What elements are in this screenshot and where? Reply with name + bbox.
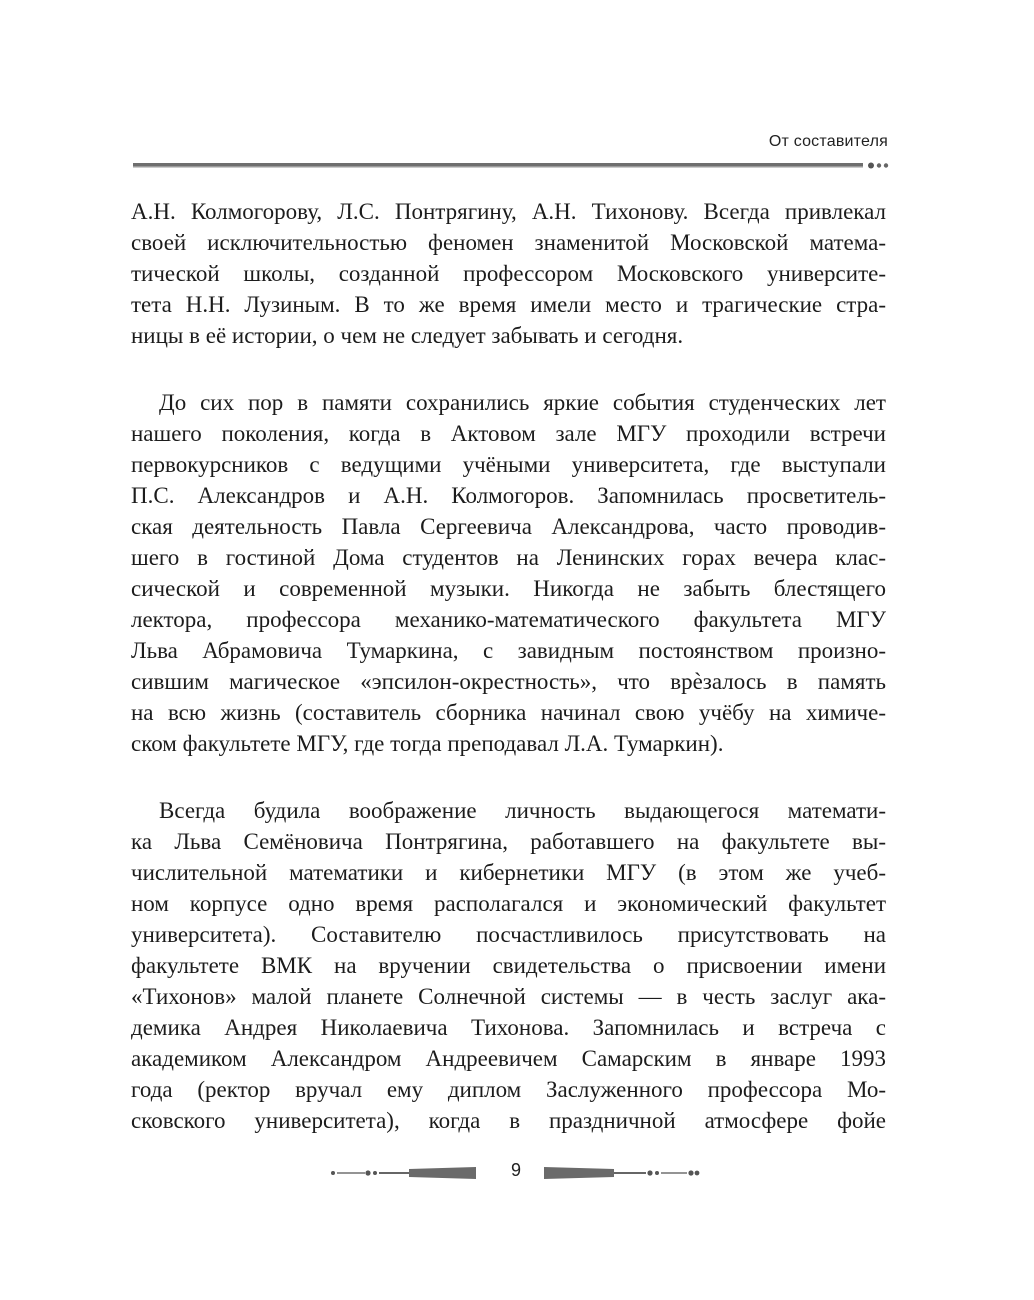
paragraph-2 xyxy=(131,387,886,759)
text-line: До сих пор в памяти сохранились яркие события студенческих лет xyxy=(159,390,886,415)
text-line: университета). Составителю посчастливилось присутствовать на xyxy=(131,922,886,947)
text-line: нашего поколения, когда в Актовом зале МГУ проходили встречи xyxy=(131,421,886,446)
text-line: первокурсников с ведущими учёными университета, где выступали xyxy=(131,452,886,477)
paragraph-3 xyxy=(131,795,886,1136)
text-line: года (ректор вручал ему диплом Заслуженного профессора Мо- xyxy=(131,1077,886,1102)
paragraph-gap xyxy=(131,759,886,795)
text-line: академиком Александром Андреевичем Самарским в январе 1993 xyxy=(131,1046,886,1071)
text-line: ка Льва Семёновича Понтрягина, работавшего на факультете вы- xyxy=(131,829,886,854)
text-line: на всю жизнь (составитель сборника начинал свою учёбу на химиче- xyxy=(131,700,886,725)
text-line: Льва Абрамовича Тумаркина, с завидным постоянством произно- xyxy=(131,638,886,663)
text-line: числительной математики и кибернетики МГУ (в этом же учеб- xyxy=(131,860,886,885)
header-ornament-rule xyxy=(133,161,889,171)
text-line: П.С. Александров и А.Н. Колмогоров. Запомнилась просветитель- xyxy=(131,483,886,508)
page-footer xyxy=(330,1160,702,1186)
footer-ornament-left xyxy=(330,1166,476,1180)
text-line: Всегда будила воображение личность выдающегося математи- xyxy=(159,798,886,823)
text-line: своей исключительностью феномен знаменитой Московской матема- xyxy=(131,230,886,255)
text-line: ном корпусе одно время располагался и экономический факультет xyxy=(131,891,886,916)
text-line: ском факультете МГУ, где тогда преподавал Л.А. Тумаркин). xyxy=(131,731,724,756)
text-line: лектора, профессора механико-математического факультета МГУ xyxy=(131,607,886,632)
text-line: демика Андрея Николаевича Тихонова. Запомнилась и встреча с xyxy=(131,1015,886,1040)
text-line: сической и современной музыки. Никогда не забыть блестящего xyxy=(131,576,886,601)
text-line: сившим магическое «эпсилон-окрестность», что врѐзалось в память xyxy=(131,669,886,694)
running-title: От составителя xyxy=(768,133,888,150)
body-text xyxy=(131,196,886,1136)
page-number: 9 xyxy=(510,1160,521,1180)
text-line: факультете ВМК на вручении свидетельства о присвоении имени xyxy=(131,953,886,978)
text-line: А.Н. Колмогорову, Л.С. Понтрягину, А.Н. Тихонову. Всегда привлекал xyxy=(131,199,886,224)
paragraph-gap xyxy=(131,351,886,387)
text-line: тета Н.Н. Лузиным. В то же время имели место и трагические стра- xyxy=(131,292,886,317)
text-line: шего в гостиной Дома студентов на Ленинских горах вечера клас- xyxy=(131,545,886,570)
text-line: тической школы, созданной профессором Московского университе- xyxy=(131,261,886,286)
text-line: ская деятельность Павла Сергеевича Александрова, часто проводив- xyxy=(131,514,886,539)
text-line: ницы в её истории, о чем не следует забывать и сегодня. xyxy=(131,323,684,348)
footer-ornament-right xyxy=(544,1166,700,1180)
paragraph-1 xyxy=(131,196,886,351)
text-line: сковского университета), когда в праздничной атмосфере фойе xyxy=(131,1108,886,1133)
text-line: «Тихонов» малой планете Солнечной системы — в честь заслуг ака- xyxy=(131,984,886,1009)
